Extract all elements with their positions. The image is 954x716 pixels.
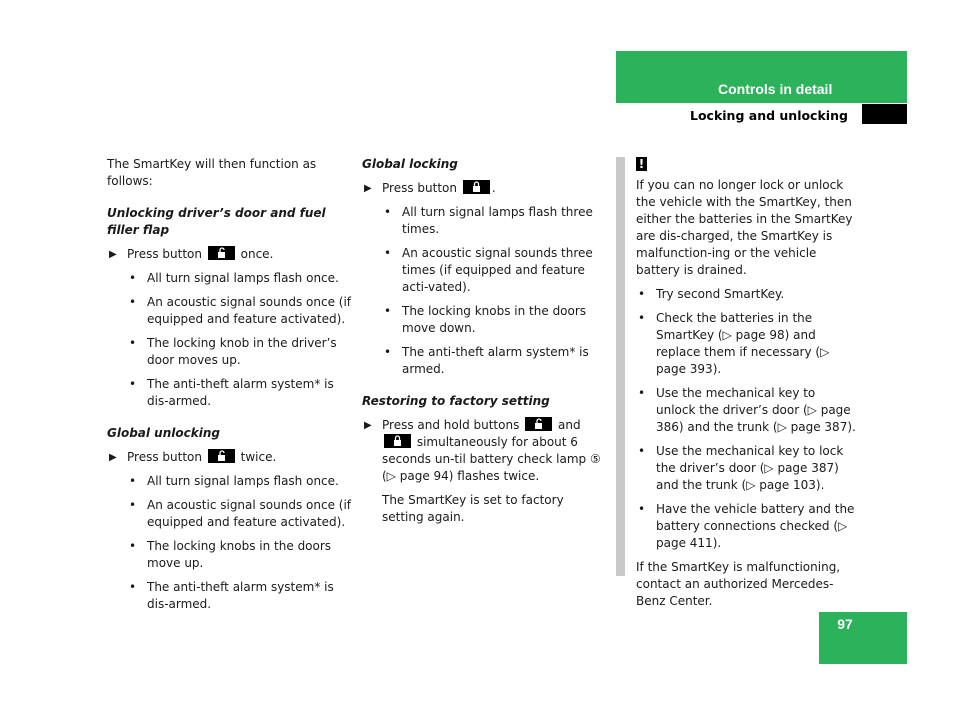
list-item: • Have the vehicle battery and the battery connections checked (▷ page 411). [638,502,855,550]
triangle-right-icon: ▶ [364,420,372,431]
unlock-icon [208,449,235,463]
list-item: • The locking knob in the driver’s door moves up. [129,336,337,367]
warning-sidebar [616,157,625,576]
lock-icon [384,434,411,448]
list-item: • Use the mechanical key to unlock the driver’s door (▷ page 386) and the trunk (▷ page 387). [638,386,856,434]
list-item: • All turn signal lamps flash once. [129,271,339,285]
instruction-step: ▶ Press button . [364,181,496,195]
list-item: • An acoustic signal sounds three times (if equipped and feature acti-vated). [384,246,593,294]
column-middle [362,156,607,533]
list-item: • The locking knobs in the doors move down. [384,304,587,335]
column-left [107,156,352,620]
result-text: The SmartKey is set to factory setting again. [382,493,564,524]
instruction-step: ▶ Press button once. [109,247,274,261]
list-item: • The anti-theft alarm system* is dis-armed. [129,580,334,611]
warning-outro: If the SmartKey is malfunctioning, contact an authorized Mercedes-Benz Center. [636,560,841,608]
section-tab-marker [862,104,907,124]
triangle-right-icon: ▶ [109,452,117,463]
instruction-step: ▶ Press and hold buttons and simultaneously for about 6 seconds un-til battery check lamp ⑤ (▷ page 94) flashes twice. [364,418,601,483]
section-title: Locking and unlocking [690,108,848,123]
list-item: • All turn signal lamps flash three times. [384,205,593,236]
triangle-right-icon: ▶ [109,249,117,260]
unlock-icon [525,417,552,431]
section-heading: Unlocking driver’s door and fuel filler flap [107,206,326,237]
warning-intro: If you can no longer lock or unlock the vehicle with the SmartKey, then either the batteries in the SmartKey are dis-charged, the SmartKey is malfunction-ing or the vehicle battery is drained. [636,178,853,277]
page-number: 97 [837,616,853,632]
list-item: • Check the batteries in the SmartKey (▷ page 98) and replace them if necessary (▷ page 393). [638,311,830,376]
list-item: • An acoustic signal sounds once (if equipped and feature activated). [129,498,352,529]
triangle-right-icon: ▶ [364,183,372,194]
section-heading: Restoring to factory setting [362,394,550,408]
lock-icon [463,180,490,194]
list-item: • An acoustic signal sounds once (if equipped and feature activated). [129,295,352,326]
list-item: • The anti-theft alarm system* is armed. [384,345,589,376]
instruction-step: ▶ Press button twice. [109,450,277,464]
column-right-warning [636,156,858,617]
section-heading: Global locking [362,157,458,171]
section-heading: Global unlocking [107,426,220,440]
list-item: • All turn signal lamps flash once. [129,474,339,488]
list-item: • The anti-theft alarm system* is dis-armed. [129,377,334,408]
list-item: • Use the mechanical key to lock the driver’s door (▷ page 387) and the trunk (▷ page 103). [638,444,844,492]
intro-text: The SmartKey will then function as follows: [107,157,317,188]
list-item: • The locking knobs in the doors move up. [129,539,332,570]
list-item: • Try second SmartKey. [638,287,785,301]
chapter-title: Controls in detail [718,81,833,97]
unlock-icon [208,246,235,260]
warning-icon: ! [636,157,647,171]
